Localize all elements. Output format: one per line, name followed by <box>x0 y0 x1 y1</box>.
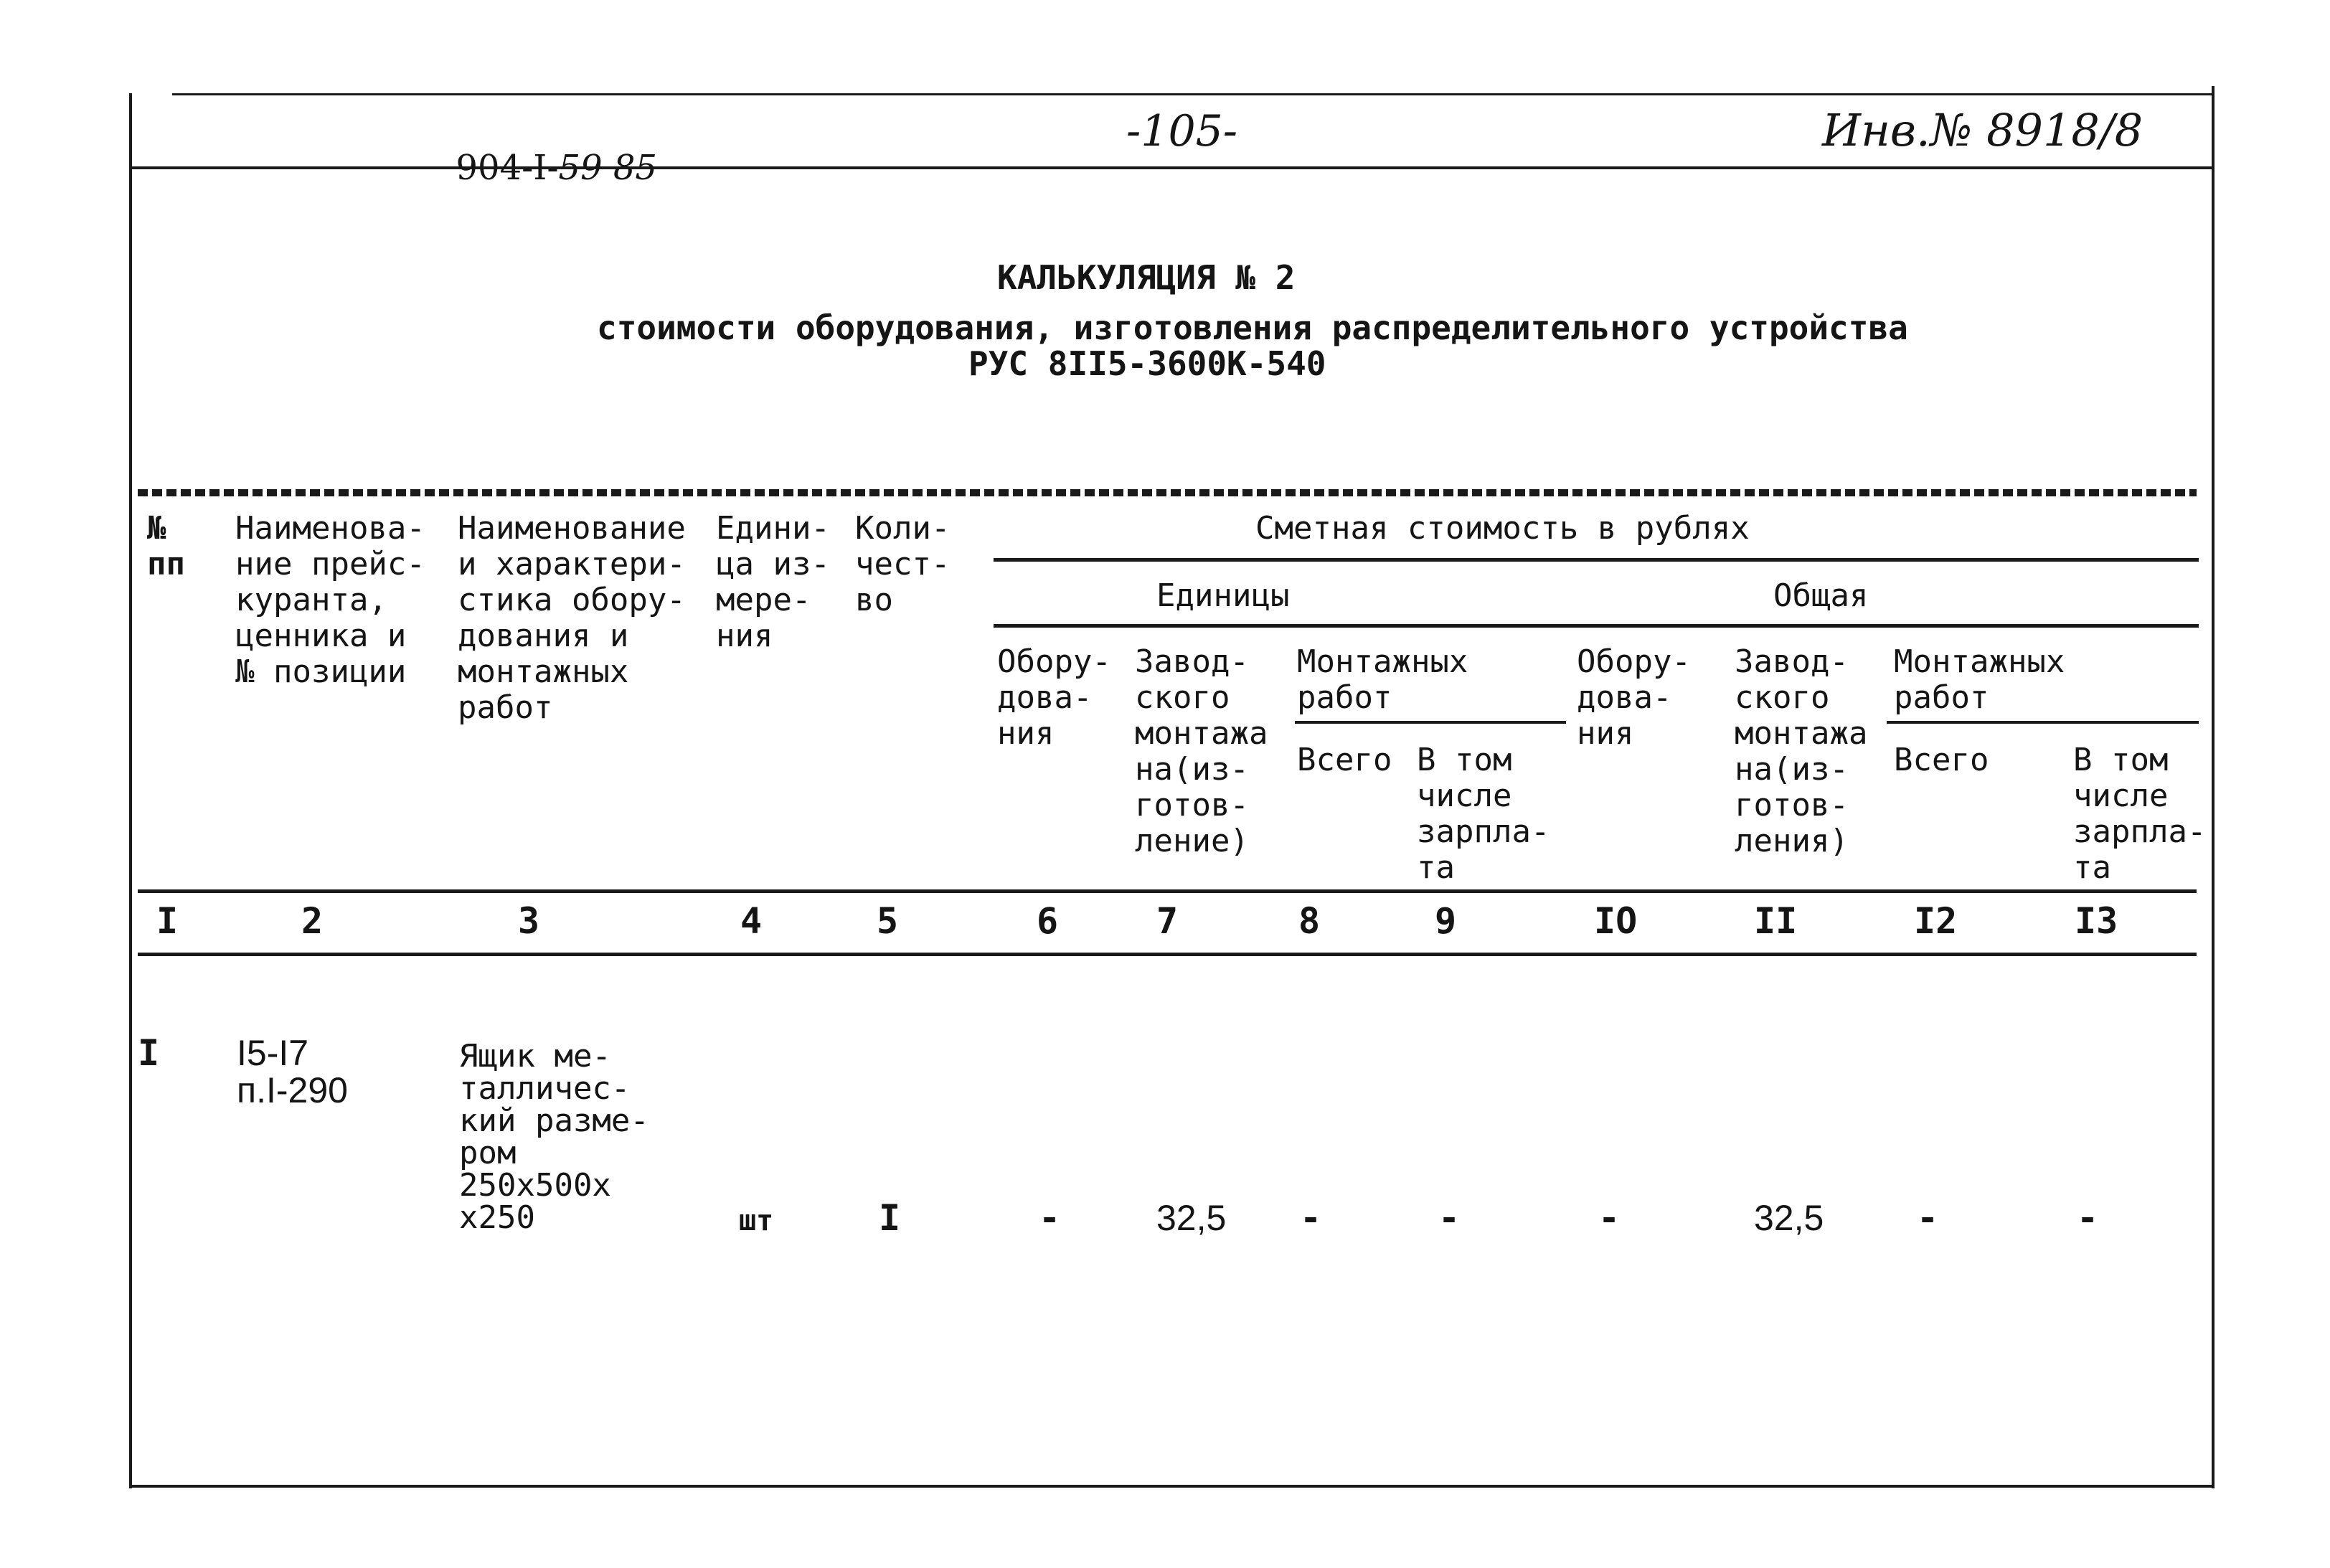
calculation-heading: КАЛЬКУЛЯЦИЯ № 2 <box>997 258 1296 297</box>
row-1-number: I <box>138 1032 160 1074</box>
row-1-unit: шт <box>739 1204 774 1237</box>
col-number-3: 3 <box>518 900 540 942</box>
col-header-unit-group: Единицы <box>1156 577 1290 614</box>
col-number-6: 6 <box>1037 900 1059 942</box>
rule-unit-total-group <box>994 624 2199 628</box>
col-header-unit-factory: Завод- ского монтажа на(из- готов- ление) <box>1135 643 1268 859</box>
col-number-1: I <box>156 900 179 942</box>
col-header-unit-install-all: Всего <box>1297 742 1392 778</box>
col-number-7: 7 <box>1156 900 1179 942</box>
col-number-5: 5 <box>877 900 899 942</box>
row-1-unit-install-wages: - <box>1438 1197 1461 1239</box>
page-number: -105- <box>1126 106 1238 156</box>
row-1-unit-factory: 32,5 <box>1156 1198 1227 1238</box>
row-1-description: Ящик ме- талличес- кий разме- ром 250х500х х250 <box>459 1038 649 1236</box>
rule-install-total <box>1887 721 2199 724</box>
document-code-printed: 904-I- <box>456 148 559 188</box>
col-header-price-ref: Наименова- ние прейс- куранта, ценника и № позиции <box>235 510 425 690</box>
col-number-9: 9 <box>1435 900 1457 942</box>
document-code <box>434 108 657 188</box>
inventory-number: Инв.№ 8918/8 <box>1822 104 2143 156</box>
row-1-unit-equipment: - <box>1039 1197 1061 1239</box>
col-header-unit-equipment: Обору- дова- ния <box>997 643 1111 752</box>
col-header-description: Наименование и характери- стика обору- дования и монтажных работ <box>458 510 686 726</box>
header-top-rule <box>172 93 2215 95</box>
col-number-11: II <box>1754 900 1798 942</box>
calculation-subtitle-line2: РУС 8II5-3600К-540 <box>968 344 1326 383</box>
calculation-subtitle-line1: стоимости оборудования, изготовления распределительного устройства <box>597 308 1908 347</box>
col-number-13: I3 <box>2075 900 2118 942</box>
col-header-number: № пп <box>147 510 185 582</box>
rule-cost-group <box>994 558 2199 562</box>
frame-bottom-border <box>129 1485 2215 1488</box>
row-1-total-install-total: - <box>1917 1197 1939 1239</box>
col-number-4: 4 <box>740 900 763 942</box>
row-1-quantity: I <box>879 1197 901 1239</box>
col-header-unit-install: Монтажных работ <box>1297 643 1468 716</box>
col-number-2: 2 <box>301 900 324 942</box>
col-header-total-group: Общая <box>1773 577 1869 614</box>
row-1-total-equipment: - <box>1598 1197 1621 1239</box>
col-header-total-factory: Завод- ского монтажа на(из- готов- ления) <box>1735 643 1868 859</box>
col-header-unit-install-wages: В том числе зарпла- та <box>1417 742 1550 886</box>
rule-header-bottom <box>138 889 2197 893</box>
table-top-rule <box>138 489 2197 496</box>
col-number-8: 8 <box>1298 900 1321 942</box>
rule-numbers-bottom <box>138 953 2197 956</box>
col-header-total-install-all: Всего <box>1894 742 1989 778</box>
rule-install-unit <box>1295 721 1566 724</box>
row-1-total-install-wages: - <box>2077 1197 2099 1239</box>
row-1-price-ref: I5-I7 п.I-290 <box>237 1033 348 1110</box>
frame-left-border <box>129 93 132 1488</box>
row-1-total-factory: 32,5 <box>1754 1198 1824 1238</box>
col-header-total-install: Монтажных работ <box>1894 643 2065 716</box>
frame-right-border <box>2212 86 2215 1488</box>
row-1-unit-install-total: - <box>1300 1197 1322 1239</box>
col-header-unit: Едини- ца из- мере- ния <box>716 510 830 654</box>
col-header-quantity: Коли- чест- во <box>855 510 951 618</box>
col-number-12: I2 <box>1914 900 1958 942</box>
col-header-total-equipment: Обору- дова- ния <box>1577 643 1691 752</box>
col-header-cost-group: Сметная стоимость в рублях <box>1255 510 1750 547</box>
col-header-total-install-wages: В том числе зарпла- та <box>2073 742 2207 886</box>
col-number-10: IO <box>1594 900 1638 942</box>
document-code-handwritten: 59 85 <box>558 148 657 188</box>
